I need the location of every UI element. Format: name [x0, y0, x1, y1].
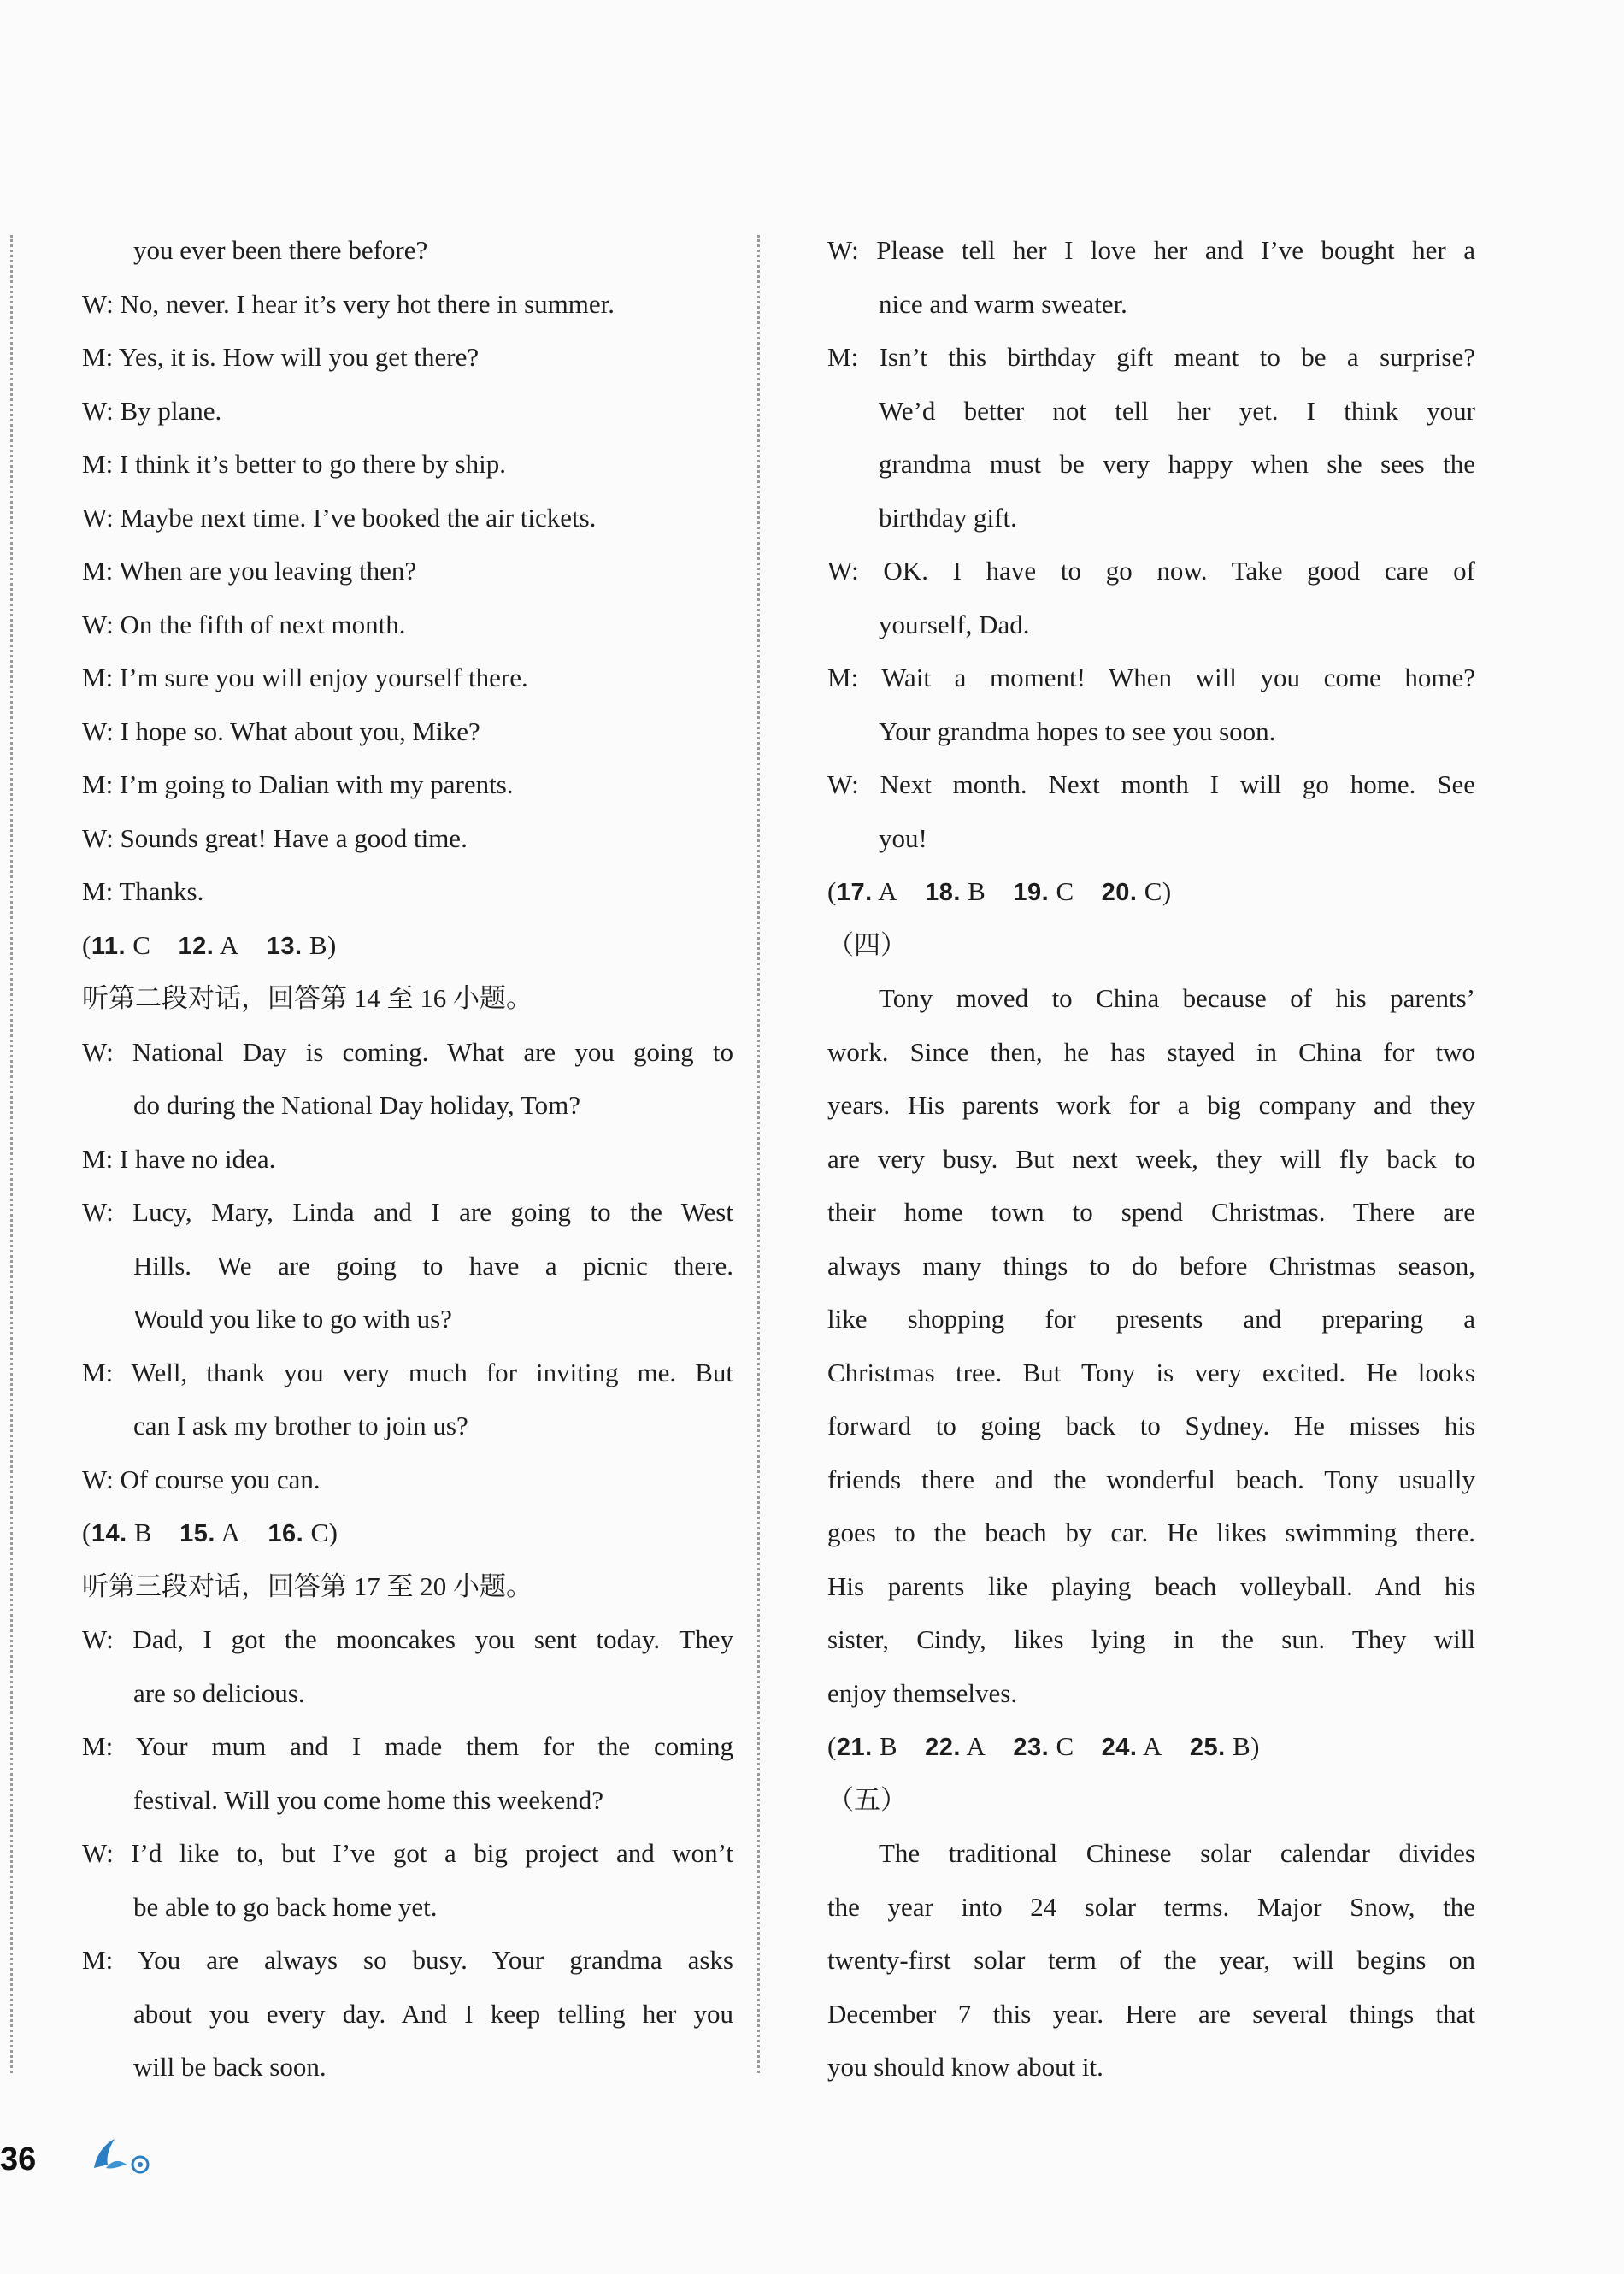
- text-line: will be back soon.: [133, 2052, 327, 2082]
- text-line: W: National Day is coming. What are you going to: [82, 1036, 733, 1067]
- answer-letter: C: [1137, 876, 1162, 906]
- answer-key-line: (14. B 15. A 16. C): [82, 1517, 338, 1547]
- answer-item: [91, 1517, 152, 1547]
- text-line: W: Of course you can.: [82, 1464, 321, 1494]
- question-number: 13.: [266, 932, 303, 960]
- question-number: 24.: [1101, 1734, 1138, 1761]
- publisher-logo-icon: [89, 2134, 157, 2177]
- answer-item: [178, 930, 238, 960]
- text-line: Tony moved to China because of his parents’: [879, 983, 1475, 1013]
- question-number: 12.: [178, 932, 215, 960]
- text-line: December 7 this year. Here are several things that: [827, 1998, 1475, 2029]
- question-number: 18.: [925, 879, 961, 906]
- text-line: you!: [879, 822, 927, 853]
- text-line: Christmas tree. But Tony is very excited. He looks: [827, 1357, 1475, 1387]
- text-line: can I ask my brother to join us?: [133, 1411, 468, 1440]
- text-line: sister, Cindy, likes lying in the sun. They will: [827, 1624, 1475, 1654]
- text-line: Would you like to go with us?: [133, 1304, 452, 1334]
- answer-letter: B: [302, 929, 328, 960]
- question-number: 11.: [91, 932, 127, 960]
- text-line: M: Isn’t this birthday gift meant to be a surprise?: [827, 342, 1475, 372]
- text-line: are very busy. But next week, they will fly back to: [827, 1143, 1475, 1174]
- text-line: you should know about it.: [827, 2052, 1103, 2082]
- text-line: their home town to spend Christmas. There are: [827, 1197, 1475, 1227]
- column-divider-dotted-line: [757, 235, 760, 2073]
- answer-item: [1102, 1731, 1162, 1761]
- text-line: enjoy themselves.: [827, 1677, 1018, 1708]
- text-line: W: No, never. I hear it’s very hot there in summer.: [82, 288, 615, 319]
- text-line: M: Thanks.: [82, 876, 204, 906]
- text-line: M: Wait a moment! When will you come home?: [827, 663, 1475, 692]
- text-line: W: Maybe next time. I’ve booked the air tickets.: [82, 502, 597, 533]
- question-number: 22.: [925, 1734, 961, 1761]
- answer-letter: C: [1049, 1731, 1074, 1761]
- answer-letter: B: [1225, 1731, 1251, 1761]
- text-line: years. His parents work for a big company and they: [827, 1090, 1475, 1120]
- page-number: 36: [0, 2141, 37, 2177]
- text-line: M: Yes, it is. How will you get there?: [82, 342, 480, 372]
- text-line: festival. Will you come home this weekend?: [133, 1784, 604, 1815]
- answer-item: [1102, 876, 1162, 906]
- text-line: Hills. We are going to have a picnic there.: [133, 1250, 733, 1281]
- text-line: M: You are always so busy. Your grandma asks: [82, 1945, 733, 1975]
- question-number: 16.: [268, 1520, 304, 1547]
- text-line: The traditional Chinese solar calendar divides: [879, 1838, 1475, 1868]
- answer-letter: A: [1137, 1731, 1162, 1761]
- text-line: do during the National Day holiday, Tom?: [133, 1090, 581, 1120]
- answer-letter: B: [127, 1517, 153, 1547]
- answer-letter: B: [960, 876, 986, 906]
- answer-item: [837, 1731, 897, 1761]
- text-line: W: Next month. Next month I will go home. See: [827, 769, 1475, 799]
- answer-key-line: (11. C 12. A 13. B): [82, 929, 337, 960]
- text-line: forward to going back to Sydney. He misses his: [827, 1411, 1475, 1440]
- text-line: are so delicious.: [133, 1677, 305, 1708]
- text-line: M: I think it’s better to go there by ship.: [82, 449, 506, 479]
- text-line: Your grandma hopes to see you soon.: [879, 716, 1276, 746]
- answer-item: [925, 1731, 986, 1761]
- text-line: W: By plane.: [82, 395, 222, 426]
- question-number: 14.: [91, 1520, 127, 1547]
- answer-item: [91, 930, 151, 960]
- answer-item: [1013, 876, 1074, 906]
- question-number: 23.: [1013, 1734, 1050, 1761]
- text-line: （四）: [827, 929, 907, 960]
- answer-item: [267, 930, 327, 960]
- text-line: 听第二段对话，回答第 14 至 16 小题。: [82, 983, 533, 1013]
- right-column: [827, 224, 1475, 2094]
- text-line: M: I’m sure you will enjoy yourself there.: [82, 663, 528, 692]
- answer-letter: A: [214, 929, 239, 960]
- answer-item: [179, 1517, 240, 1547]
- text-line: nice and warm sweater.: [879, 288, 1127, 319]
- answer-item: [837, 876, 897, 906]
- text-line: M: I have no idea.: [82, 1143, 276, 1174]
- text-line: M: When are you leaving then?: [82, 556, 417, 586]
- text-line: birthday gift.: [879, 502, 1017, 533]
- answer-item: [268, 1517, 328, 1547]
- answer-letter: B: [872, 1731, 898, 1761]
- text-line: like shopping for presents and preparing a: [827, 1304, 1475, 1334]
- question-number: 21.: [836, 1734, 873, 1761]
- answer-key-line: (17. A 18. B 19. C 20. C): [827, 876, 1172, 906]
- text-line: 听第三段对话，回答第 17 至 20 小题。: [82, 1570, 533, 1601]
- text-line: friends there and the wonderful beach. Tony usually: [827, 1464, 1475, 1494]
- text-line: W: Dad, I got the mooncakes you sent today. They: [82, 1624, 733, 1654]
- text-line: be able to go back home yet.: [133, 1891, 438, 1922]
- text-line: （五）: [827, 1784, 907, 1815]
- text-line: work. Since then, he has stayed in China for two: [827, 1036, 1475, 1067]
- text-line: W: I’d like to, but I’ve got a big project and won’t: [82, 1838, 733, 1868]
- answer-letter: A: [872, 876, 898, 906]
- text-line: goes to the beach by car. He likes swimming there.: [827, 1517, 1475, 1547]
- text-line: twenty-first solar term of the year, will begins on: [827, 1945, 1475, 1975]
- answer-letter: A: [215, 1517, 241, 1547]
- text-line: M: Well, thank you very much for inviting me. But: [82, 1357, 733, 1387]
- question-number: 19.: [1013, 879, 1050, 906]
- text-line: W: On the fifth of next month.: [82, 609, 406, 639]
- question-number: 25.: [1189, 1734, 1226, 1761]
- text-line: W: Please tell her I love her and I’ve bought her a: [827, 235, 1475, 265]
- text-line: W: Lucy, Mary, Linda and I are going to the West: [82, 1197, 733, 1227]
- answer-letter: C: [303, 1517, 329, 1547]
- text-line: the year into 24 solar terms. Major Snow, the: [827, 1891, 1475, 1922]
- question-number: 15.: [179, 1520, 215, 1547]
- question-number: 20.: [1101, 879, 1138, 906]
- text-line: His parents like playing beach volleyball. And his: [827, 1570, 1475, 1601]
- text-line: grandma must be very happy when she sees the: [879, 449, 1475, 479]
- text-line: M: Your mum and I made them for the coming: [82, 1731, 733, 1761]
- answer-letter: A: [960, 1731, 986, 1761]
- answer-item: [1013, 1731, 1074, 1761]
- text-line: yourself, Dad.: [879, 609, 1030, 639]
- text-line: W: I hope so. What about you, Mike?: [82, 716, 480, 746]
- answer-letter: C: [1049, 876, 1074, 906]
- text-line: about you every day. And I keep telling her you: [133, 1998, 733, 2029]
- text-line: We’d better not tell her yet. I think your: [879, 395, 1475, 426]
- text-line: W: OK. I have to go now. Take good care of: [827, 556, 1475, 586]
- answer-item: [925, 876, 986, 906]
- question-number: 17.: [836, 879, 873, 906]
- text-line: always many things to do before Christmas season,: [827, 1250, 1475, 1281]
- answer-key-line: (21. B 22. A 23. C 24. A 25. B): [827, 1731, 1260, 1761]
- answer-letter: C: [126, 929, 151, 960]
- left-column: [82, 224, 733, 2094]
- text-line: M: I’m going to Dalian with my parents.: [82, 769, 514, 799]
- text-line: you ever been there before?: [133, 235, 428, 265]
- text-line: W: Sounds great! Have a good time.: [82, 822, 468, 853]
- answer-item: [1190, 1731, 1250, 1761]
- left-margin-dotted-line: [10, 235, 13, 2073]
